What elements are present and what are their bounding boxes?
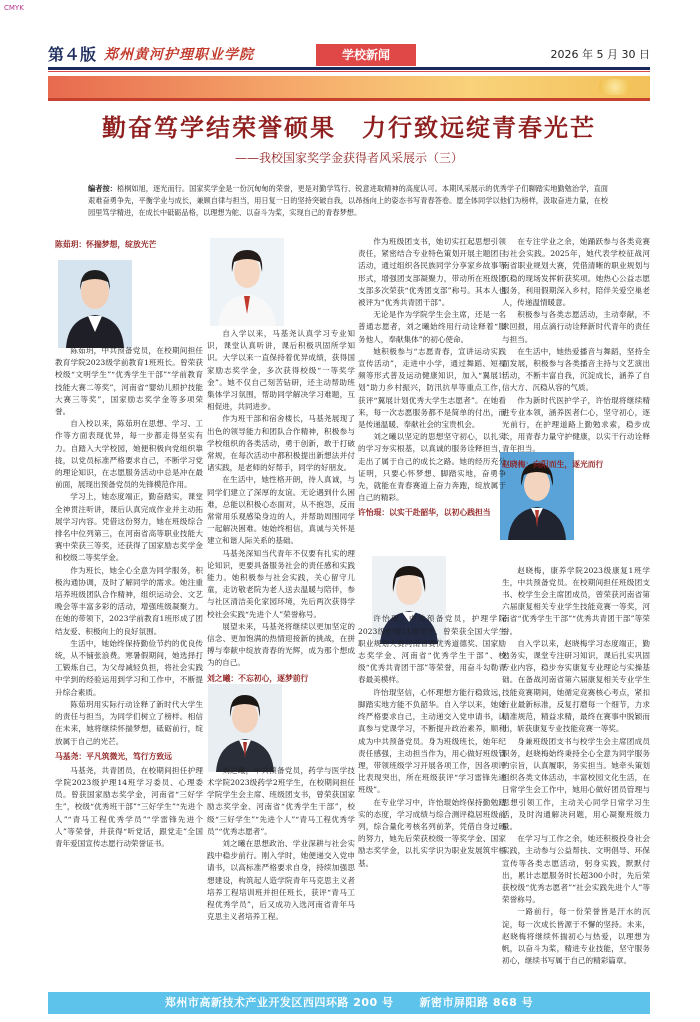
paragraph: 刘之曦，中共预备党员，药学与医学技术学院2023级药学2班学生，在校期间担任学院学生会主席、班级团支书，曾荣获国家励志奖学金、河南省“优秀学生干部”，校级“三好学生”“先进个人”“青马工程优秀学员”“优秀志愿者”。 <box>207 765 355 836</box>
photo-space <box>207 687 355 765</box>
paragraph: 在专业学习中，许怡琨始终保持勤勉踏实的态度，学习成绩与综合测评稳居班级前列，综合量化考核名列前茅，凭借自身过硬的努力，她先后荣获校级一等奖学金、国家励志奖学金，以扎实学识为职业发展筑牢根基。 <box>358 797 506 868</box>
profile-heading-zhao: 赵晓梅：向阳而生，逐光而行 <box>502 459 604 469</box>
print-color-mark: CMYK <box>4 4 24 12</box>
paragraph: 许怡琨坚信，心怀理想方能行稳致远，脚踏实地方能不负韶华。自入学以来，她始终严格要求自己，主动递交入党申请书，认真参与党课学习，不断提升政治素养，顺利成为中共预备党员。身为班级班长，她年纪责任感强，主动担当作为，用心做好班级管理，带领班级学习开展各项工作，因各项评比表现突出，所在班级获评“学习雷锋先进班级”。 <box>358 687 506 795</box>
profile-heading-xu: 许怡琨：以实干赴韶华，以初心践担当 <box>358 508 491 518</box>
paragraph: 作为新时代医护学子，许怡琨将继续精进专业本领，涵养医者仁心，坚守初心，逐光前行，在护理道路上勤勉求索，稳步成长，用青春力量守护健康，以实干行动诠释青年担当。 <box>502 395 650 454</box>
profile-heading-chen: 陈茹玥：怀揣梦想，绽放光芒 <box>55 240 157 249</box>
editor-note <box>88 183 608 219</box>
editor-note-label: 编者按： <box>88 184 117 193</box>
photo-space <box>207 236 355 328</box>
paragraph: 学习上，她态度端正，勤奋踏实，课堂全神贯注听讲，课后认真完成作业并主动拓展学习内容。凭借这份努力，她在班级综合排名中位列第三，在河南省高等职业技能大赛中荣获三等奖，还获得了国家励志奖学金和校级二等奖学金。 <box>55 492 203 563</box>
paragraph: 作为班长，她全心全意为同学服务，积极沟通协调，及时了解同学的需求。她注重培养班级团队合作精神，组织运动会、文艺晚会等丰富多彩的活动，增强班级凝聚力。在她的带领下，2023学前教育1班形成了团结友爱、积极向上的良好氛围。 <box>55 565 203 636</box>
footer-address-2: 新密市屏阳路 868 号 <box>419 996 534 1009</box>
issue-date: 2026 年 5 月 30 日 <box>550 48 650 61</box>
column-3 <box>358 236 506 870</box>
paragraph: 展望未来，马基尧将继续以更加坚定的信念、更加饱满的热情迎接新的挑战，在拼搏与奉献中绽放青春的光辉，成为那个想成为的自己。 <box>207 621 355 668</box>
column-4 <box>502 236 650 967</box>
paragraph: 陈茹玥用实际行动诠释了新时代大学生的责任与担当，为同学们树立了榜样。相信在未来，她将继续怀揣梦想，砥砺前行，绽放属于自己的光芒。 <box>55 699 203 746</box>
paragraph: 赵晓梅，康养学院2023级康复1班学生，中共预备党员。在校期间担任班级团支书、校学生会主席团成员，曾荣获河南省第六届康复相关专业学生技能竞赛一等奖，河南省“优秀学生干部”“优秀共青团干部”等荣誉。 <box>502 565 650 636</box>
paragraph: 在生活中，她性格开朗，待人真诚，与同学们建立了深厚的友谊。无论遇到什么困难，总能以积极心态面对，从不抱怨，反而常常用乐观感染身边的人，并帮助周围同学一起解决困难。她始终相信，真诚与关怀是建立和谐人际关系的基础。 <box>207 475 355 546</box>
profile-heading-liu: 刘之曦：不忘初心，逐梦前行 <box>207 673 309 683</box>
profile-heading-ma: 马基尧：平凡筑微光，笃行方致远 <box>55 751 172 761</box>
column-1 <box>55 236 203 850</box>
column-2 <box>207 236 355 923</box>
masthead-rule <box>48 67 650 70</box>
paper-name-logo: 郑州黄河护理职业学院 <box>104 47 254 63</box>
banner-rule <box>48 98 650 101</box>
editor-note-text: 梧桐如旭，逐光而行。国家奖学金是一份沉甸甸的荣誉，更是对勤学笃行、锐意进取精神的高度认可。本期风采展示的优秀学子们聊踏实地勤勉治学，直面艰难奋勇争先，平衡学业与成长，兼顾自律与担当，用日复一日的坚持突破自我，以昂扬向上的姿态书写青春答卷。愿全体同学以他们为榜样，汲取奋进力量，在校园里笃学精进，在成长中砥砺品格，以理想为舵、以奋斗为桨，实现自己的青春梦想。 <box>88 184 608 217</box>
paragraph: 刘之曦以坚定的思想坚守初心，以扎实的学习夯实根基，以真诚的服务诠释担当，走出了属于自己的成长之路。她的经历充分证明，只要心怀梦想、脚踏实地，奋勇争先，就能在青春赛道上奋力奔跑，绽放属于自己的精彩。 <box>358 432 506 503</box>
paragraph: 身兼班级团支书与校学生会主席团成员职务，赵晓梅始终秉持全心全意为同学服务的宗旨，认真履职，务实担当。她牵头策划组织各类文体活动，丰富校园文化生活，在日常学生会工作中，她用心做好团员管理与思想引领工作，主动关心同学日常学习生活，及时沟通解决问题，用心凝聚班级力量。 <box>502 736 650 831</box>
paragraph: 自入学以来，马基尧认真学习专业知识，课堂认真听讲，课后积极巩固所学知识。大学以来一直保持着优异成绩，获得国家励志奖学金，多次获得校级“一等奖学金”。她不仅自己刻苦钻研，还主动帮助班集体学习氛围，帮助同学解决学习难题，互相促进，共同进步。 <box>207 329 355 412</box>
section-label: 学校新闻 <box>316 44 416 66</box>
paragraph: 自入学以来，赵晓梅学习态度端正，勤勉务实，课堂专注研习知识，课后扎实巩固专业内容，稳步夯实康复专业理论与实操基础。在备战河南省第六届康复相关专业学生技能竞赛期间，她循定竞赛核心考点，紧扣行业最新标准，反复打磨每一个细节，力求精准规范，精益求精，最终在赛事中脱颖而出，斩获康复专业技能竞赛一等奖。 <box>502 638 650 734</box>
paragraph: 在专注学业之余，她踊跃参与各类竞赛与社会实践。2025年，她代表学校征战河南省职业规划大赛，凭借清晰的职业规划与沉稳的现场发挥斩获奖项。她热心公益志愿服务，利用假期深入乡村，陪伴关爱空巢老人，传递温情暖意。 <box>502 237 650 308</box>
paragraph: 刘之曦在思想政治、学业深耕与社会实践中稳步前行。刚入学时，她便递交入党申请书，以高标准严格要求自身，持续加强思想建设，构筑起人造学院青年马克思主义者培养工程培训班并担任班长，获评“青马工程优秀学员”，后又成功入选河南省青年马克思主义者培养工程。 <box>207 838 355 922</box>
paragraph: 生活中，她始终保持勤俭节约的优良传统，从不铺张浪费。寒暑假期间，她选择打工锻炼自己，为父母减轻负担，将社会实践中学到的经验运用到学习和工作中，不断提升综合素质。 <box>55 638 203 697</box>
paragraph: 自入校以来，陈茹玥在思想、学习、工作等方面表现优异，每一步都走得坚实有力。自踏入大学校园，她便积极向党组织靠拢，以党员标准严格要求自己，不断学习党的理论知识，在志愿服务活动中总是冲在最前面，展现出预备党员的先锋模范作用。 <box>55 419 203 490</box>
article-subtitle: ——我校国家奖学金获得者风采展示（三） <box>234 151 463 165</box>
paragraph: 积极参与各类志愿活动，主动奉献，不求回报，用点滴行动诠释新时代青年的责任与担当。 <box>502 310 650 344</box>
photo-space <box>502 473 650 565</box>
photo-space <box>55 253 203 345</box>
paragraph: 许怡琨，中共预备党员，护理学院2023级护理11班学生，曾荣获全国大学生职业规划大赛河南省赛优秀道德奖、国家励志奖学金、河南省“优秀学生干部”、校级“优秀共青团干部”等荣誉，用奋斗勾勒青春最美模样。 <box>358 614 506 685</box>
decorative-banner <box>48 76 650 98</box>
paragraph: 陈茹玥，中共预备党员，在校期间担任教育学院2023级学前教育1班班长。曾荣获校级“文明学生”“优秀学生干部”“学前教育技能大赛二等奖”，河南省“婴幼儿照护技能大赛三等奖”，国家励志奖学金等多项荣誉。 <box>55 346 203 417</box>
footer-address-1: 郑州市高新技术产业开发区西四环路 200 号 <box>164 996 394 1009</box>
paragraph: 马基尧，共青团员，在校期间担任护理学院2023级护理14班学习委员、心理委员。曾获国家励志奖学金，河南省“三好学生”，校级“优秀班干部”“三好学生”“先进个人”“青马工程优秀学员”“学雷锋先进个人”等荣誉，并获得“听党话，跟党走”全国青年爱国宣传志愿行动荣誉证书。 <box>55 765 203 848</box>
masthead-rule-accent <box>48 71 650 72</box>
paragraph: 一路前行，每一份荣誉皆是汗水的沉淀，每一次成长皆源于不懈的坚持。未来，赵晓梅将继续怀揣初心与热爱，以理想为帆，以奋斗为桨，精进专业技能，坚守服务初心，继续书写属于自己的精彩篇章。 <box>502 907 650 966</box>
paragraph: 马基尧深知当代青年不仅要有扎实的理论知识，更要具备服务社会的责任感和实践能力。她积极参与社会实践，关心留守儿童，走访敬老院为老人送去温暖与陪伴，参与社区清洁美化家园环境，先后两次获得学校社会实践“先进个人”荣誉称号。 <box>207 548 355 619</box>
photo-space <box>358 521 506 613</box>
article-headline: 勤奋笃学结荣誉硕果 力行致远绽青春光芒 <box>102 113 596 142</box>
paragraph: 作为班干部和宿舍楼长，马基尧展现了出色的领导能力和团队合作精神，积极参与学校组织的各类活动，勇于创新，敢于打破常规，在每次活动中都积极提出新想法并付诸实践，是老师的好帮手，同学的好朋友。 <box>207 414 355 473</box>
paragraph: 在生活中，她热爱播音与舞蹈，坚持全面发展，积极参与各类播音主持与文艺演出活动，不断丰富自我，沉淀成长，涵养了自信大方、沉稳从容的气质。 <box>502 346 650 393</box>
footer-address-bar <box>48 992 650 1014</box>
masthead <box>48 44 650 66</box>
page-number: 第４版 <box>48 45 97 64</box>
paragraph: 作为班级团支书，她切实扛起思想引领责任，紧密结合专业特色策划开展主题团日活动，通过组织各民族同学分享家乡故事等形式，增强团支部凝聚力，带动所在班级团支部多次荣获“优秀团支部”称号。其本人也被评为“优秀共青团干部”。 <box>358 237 506 308</box>
paragraph: 在学习与工作之余，她还积极投身社会实践，主动参与公益帮扶、文明倡导、环保宣传等各类志愿活动，躬身实践，默默付出，累计志愿服务时长超300小时，先后荣获校级“优秀志愿者”“社会实践先进个人”等荣誉称号。 <box>502 834 650 905</box>
paragraph: 无论是作为学院学生会主席，还是一名普通志愿者，刘之曦始终用行动诠释着“服务他人，奉献集体”的初心使命。 <box>358 310 506 344</box>
paragraph: 她积极参与“志愿青春，宣讲运动实践宣传活动”，走进中小学，通过舞蹈、短视频等形式普及运动健康知识，加入“翼展计划”助力乡村振兴，防汛抗旱等重点工作，获评“翼展计划优秀大学生志愿者”。在她看来，每一次志愿服务都不是简单的付出，而是传递温暖、奉献社会的宝贵机会。 <box>358 346 506 430</box>
